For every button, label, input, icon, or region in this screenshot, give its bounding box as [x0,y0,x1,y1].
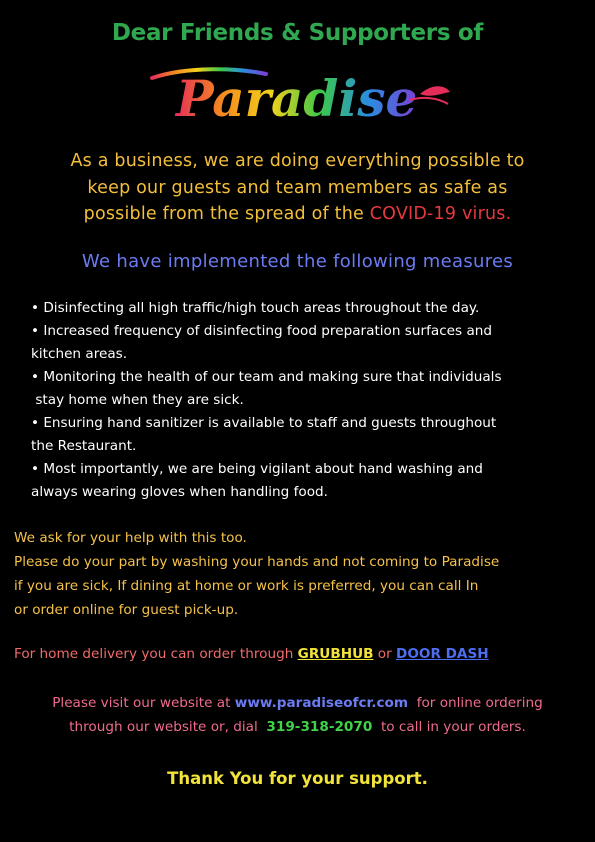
measure-line: • Monitoring the health of our team and making sure that individuals [31,369,502,385]
grubhub-link[interactable]: GRUBHUB [297,646,374,662]
intro-line: As a business, we are doing everything possible to [70,151,525,171]
thank-you-line: Thank You for your support. [167,769,428,788]
help-line: Please do your part by washing your hands and not coming to Paradise [14,554,500,570]
website-paragraph [0,691,595,739]
logo-wordmark: Paradise [176,69,418,128]
help-paragraph [14,526,584,622]
measure-line: • Most importantly, we are being vigilant about hand washing and [31,461,483,477]
logo-leaf [420,86,450,95]
phone-number[interactable]: 319-318-2070 [266,719,373,735]
letter-heading: Dear Friends & Supporters of [111,20,484,46]
intro-line [0,201,595,228]
measure-line: • Disinfecting all high traffic/high touch areas throughout the day. [31,300,480,316]
website-link[interactable]: www.paradiseofcr.com [234,695,409,711]
measures-heading: We have implemented the following measures [81,251,514,272]
website-line [0,691,595,715]
help-line: We ask for your help with this too. [14,530,247,546]
intro-line: keep our guests and team members as safe as [87,177,508,198]
website-text: Please visit our website at [52,695,235,711]
intro-paragraph [0,148,595,228]
measure-line: always wearing gloves when handling food. [31,484,328,500]
doordash-link[interactable]: DOOR DASH [396,646,489,662]
delivery-line [14,643,584,665]
intro-text: possible from the spread of the [83,204,370,224]
website-line [0,715,595,739]
website-text: through our website or, dial [69,719,267,735]
website-text: for online ordering [408,695,543,711]
measure-line: kitchen areas. [31,346,128,362]
measure-line: stay home when they are sick. [31,392,244,408]
paradise-logo [148,64,453,136]
covid-highlight: COVID-19 virus. [369,204,512,224]
help-line: or order online for guest pick-up. [14,602,239,618]
delivery-or: or [373,646,397,662]
measure-line: • Ensuring hand sanitizer is available to staff and guests throughout [31,415,497,431]
measure-line: the Restaurant. [31,438,137,454]
measures-list [31,297,571,504]
measure-line: • Increased frequency of disinfecting food preparation surfaces and [31,323,493,339]
website-text: to call in your orders. [372,719,526,735]
help-line: if you are sick, If dining at home or work is preferred, you can call In [14,578,479,594]
delivery-text: For home delivery you can order through [14,646,298,662]
